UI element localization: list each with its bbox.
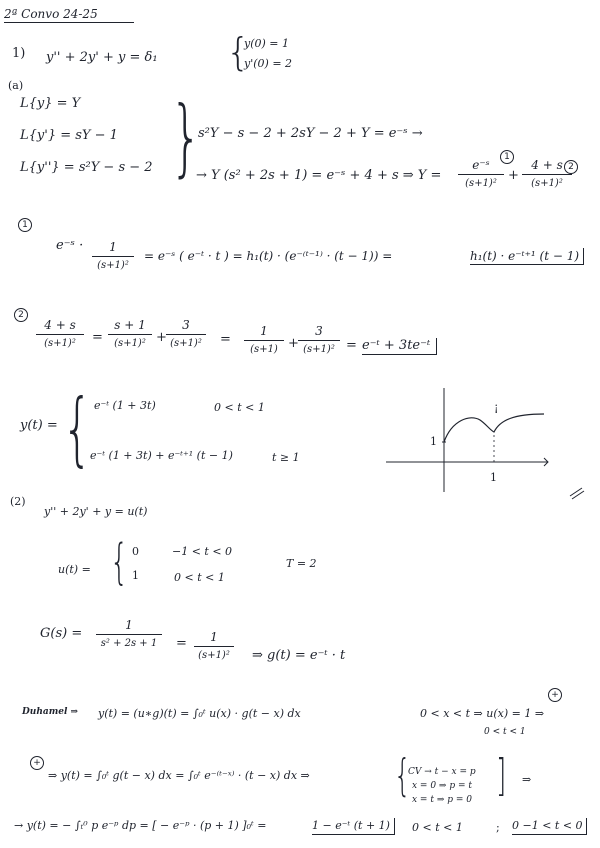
graph-mark: ¡ [494,401,499,414]
u-case-2: 1 [132,569,139,582]
G-lhs: G(s) = [40,626,83,641]
part-a-label: (a) [8,79,24,92]
section-1-result: h₁(t) · e⁻ᵗ⁺¹ (t − 1) [470,248,584,265]
problem-2-number: (2) [10,495,26,508]
laplace-y-prime: L{y'} = sY − 1 [20,128,118,143]
yt-cond-2: t ≥ 1 [272,451,300,464]
G-equals: = [176,636,187,651]
duhamel-condition: 0 < x < t ⇒ u(x) = 1 ⇒ [420,707,545,720]
int2-equation: → y(t) = − ∫ₜ⁰ p e⁻ᵖ dp = [ − e⁻ᵖ · (p + 1) ]₀ᵗ = [14,819,267,832]
equals-2: = [220,332,231,347]
problem-1-equation: y'' + 2y' + y = δ₁ [46,50,158,65]
duhamel-condition-2: 0 < t < 1 [484,727,526,737]
int2-condition: 0 < t < 1 [412,821,463,834]
G-fraction-1: 1 s² + 2s + 1 [96,618,162,651]
partial-frac-c: 1 (s+1) [244,324,284,357]
int1-equation: ⇒ y(t) = ∫₀ᵗ g(t − x) dx = ∫₀ᵗ e⁻⁽ᵗ⁻ˣ⁾ · (t − x) dx ⇒ [48,769,310,782]
page-title: 2ª Convo 24-25 [4,7,98,21]
int2-result: 1 − e⁻ᵗ (t + 1) [312,818,395,835]
u-cond-1: −1 < t < 0 [172,545,233,558]
u-lhs: u(t) = [58,563,91,576]
section-1-fraction: 1 (s+1)² [92,240,134,273]
Y-fraction-2: 4 + s (s+1)² [522,158,572,191]
partial-frac-b: 3 (s+1)² [166,318,206,351]
problem-2-equation: y'' + 2y' + y = u(t) [44,505,148,518]
cv-arrow: ⇒ [522,773,532,786]
graph-curve [444,414,544,442]
graph-x-tick-1: 1 [490,471,497,484]
graph-y-tick-1: 1 [430,435,437,448]
circled-1-marker: 1 [500,150,514,164]
laplace-y: L{y} = Y [20,96,81,111]
G-fraction-2: 1 (s+1)² [194,630,234,663]
duhamel-label: Duhamel ⇒ [22,707,79,717]
section-1-circle: 1 [18,218,32,232]
g-of-t: ⇒ g(t) = e⁻ᵗ · t [252,648,346,663]
section-1-derivation: = e⁻ˢ ( e⁻ᵗ · t ) = h₁(t) · (e⁻⁽ᵗ⁻¹⁾ · (t − 1)) = [144,249,393,263]
Y-fraction-1: e⁻ˢ (s+1)² [458,158,504,191]
plus-2: + [288,336,299,351]
partial-frac-a: s + 1 (s+1)² [108,318,152,351]
cv-line-3: x = t ⇒ p = 0 [412,795,472,805]
cv-brace: { [394,750,411,801]
period-T: T = 2 [286,557,317,570]
cv-close-bracket: ] [496,750,507,801]
u-brace: { [110,534,129,590]
plus-sign: + [508,168,519,183]
yt-lhs: y(t) = [20,418,58,433]
int1-plus-circle: + [30,756,44,770]
u-case-1: 0 [132,545,139,558]
yt-brace: { [62,382,93,475]
int2-separator: ; [496,821,500,834]
initial-condition-2: y'(0) = 2 [244,57,293,70]
circled-2-marker: 2 [564,160,578,174]
partial-frac-lhs: 4 + s (s+1)² [36,318,84,351]
equals-1: = [92,330,103,345]
transformed-equation: s²Y − s − 2 + 2sY − 2 + Y = e⁻ˢ → [198,126,423,141]
yt-case-1: e⁻ᵗ (1 + 3t) [94,399,156,412]
duhamel-equation: y(t) = (u∗g)(t) = ∫₀ᵗ u(x) · g(t − x) dx [98,707,301,720]
plus-1: + [156,330,167,345]
duhamel-plus-circle: + [548,688,562,702]
yt-cond-1: 0 < t < 1 [214,401,265,414]
partial-frac-d: 3 (s+1)² [298,324,340,357]
ic-brace: { [226,30,251,74]
int2-zero-case: 0 −1 < t < 0 [512,818,587,835]
section-2-result: e⁻ᵗ + 3te⁻ᵗ [362,338,437,355]
laplace-y-double-prime: L{y''} = s²Y − s − 2 [20,160,153,175]
equals-3: = [346,338,357,353]
section-2-circle: 2 [14,308,28,322]
problem-1-number: 1) [12,46,26,61]
section-1-lead: e⁻ˢ · [56,238,84,253]
yt-case-2: e⁻ᵗ (1 + 3t) + e⁻ᵗ⁺¹ (t − 1) [90,449,233,462]
cv-line-1: CV → t − x = p [408,767,476,777]
solve-for-Y: → Y (s² + 2s + 1) = e⁻ˢ + 4 + s ⇒ Y = [196,168,442,183]
cv-line-2: x = 0 ⇒ p = t [412,781,472,791]
u-cond-2: 0 < t < 1 [174,571,225,584]
system-brace: } [170,88,203,186]
initial-condition-1: y(0) = 1 [244,37,290,50]
